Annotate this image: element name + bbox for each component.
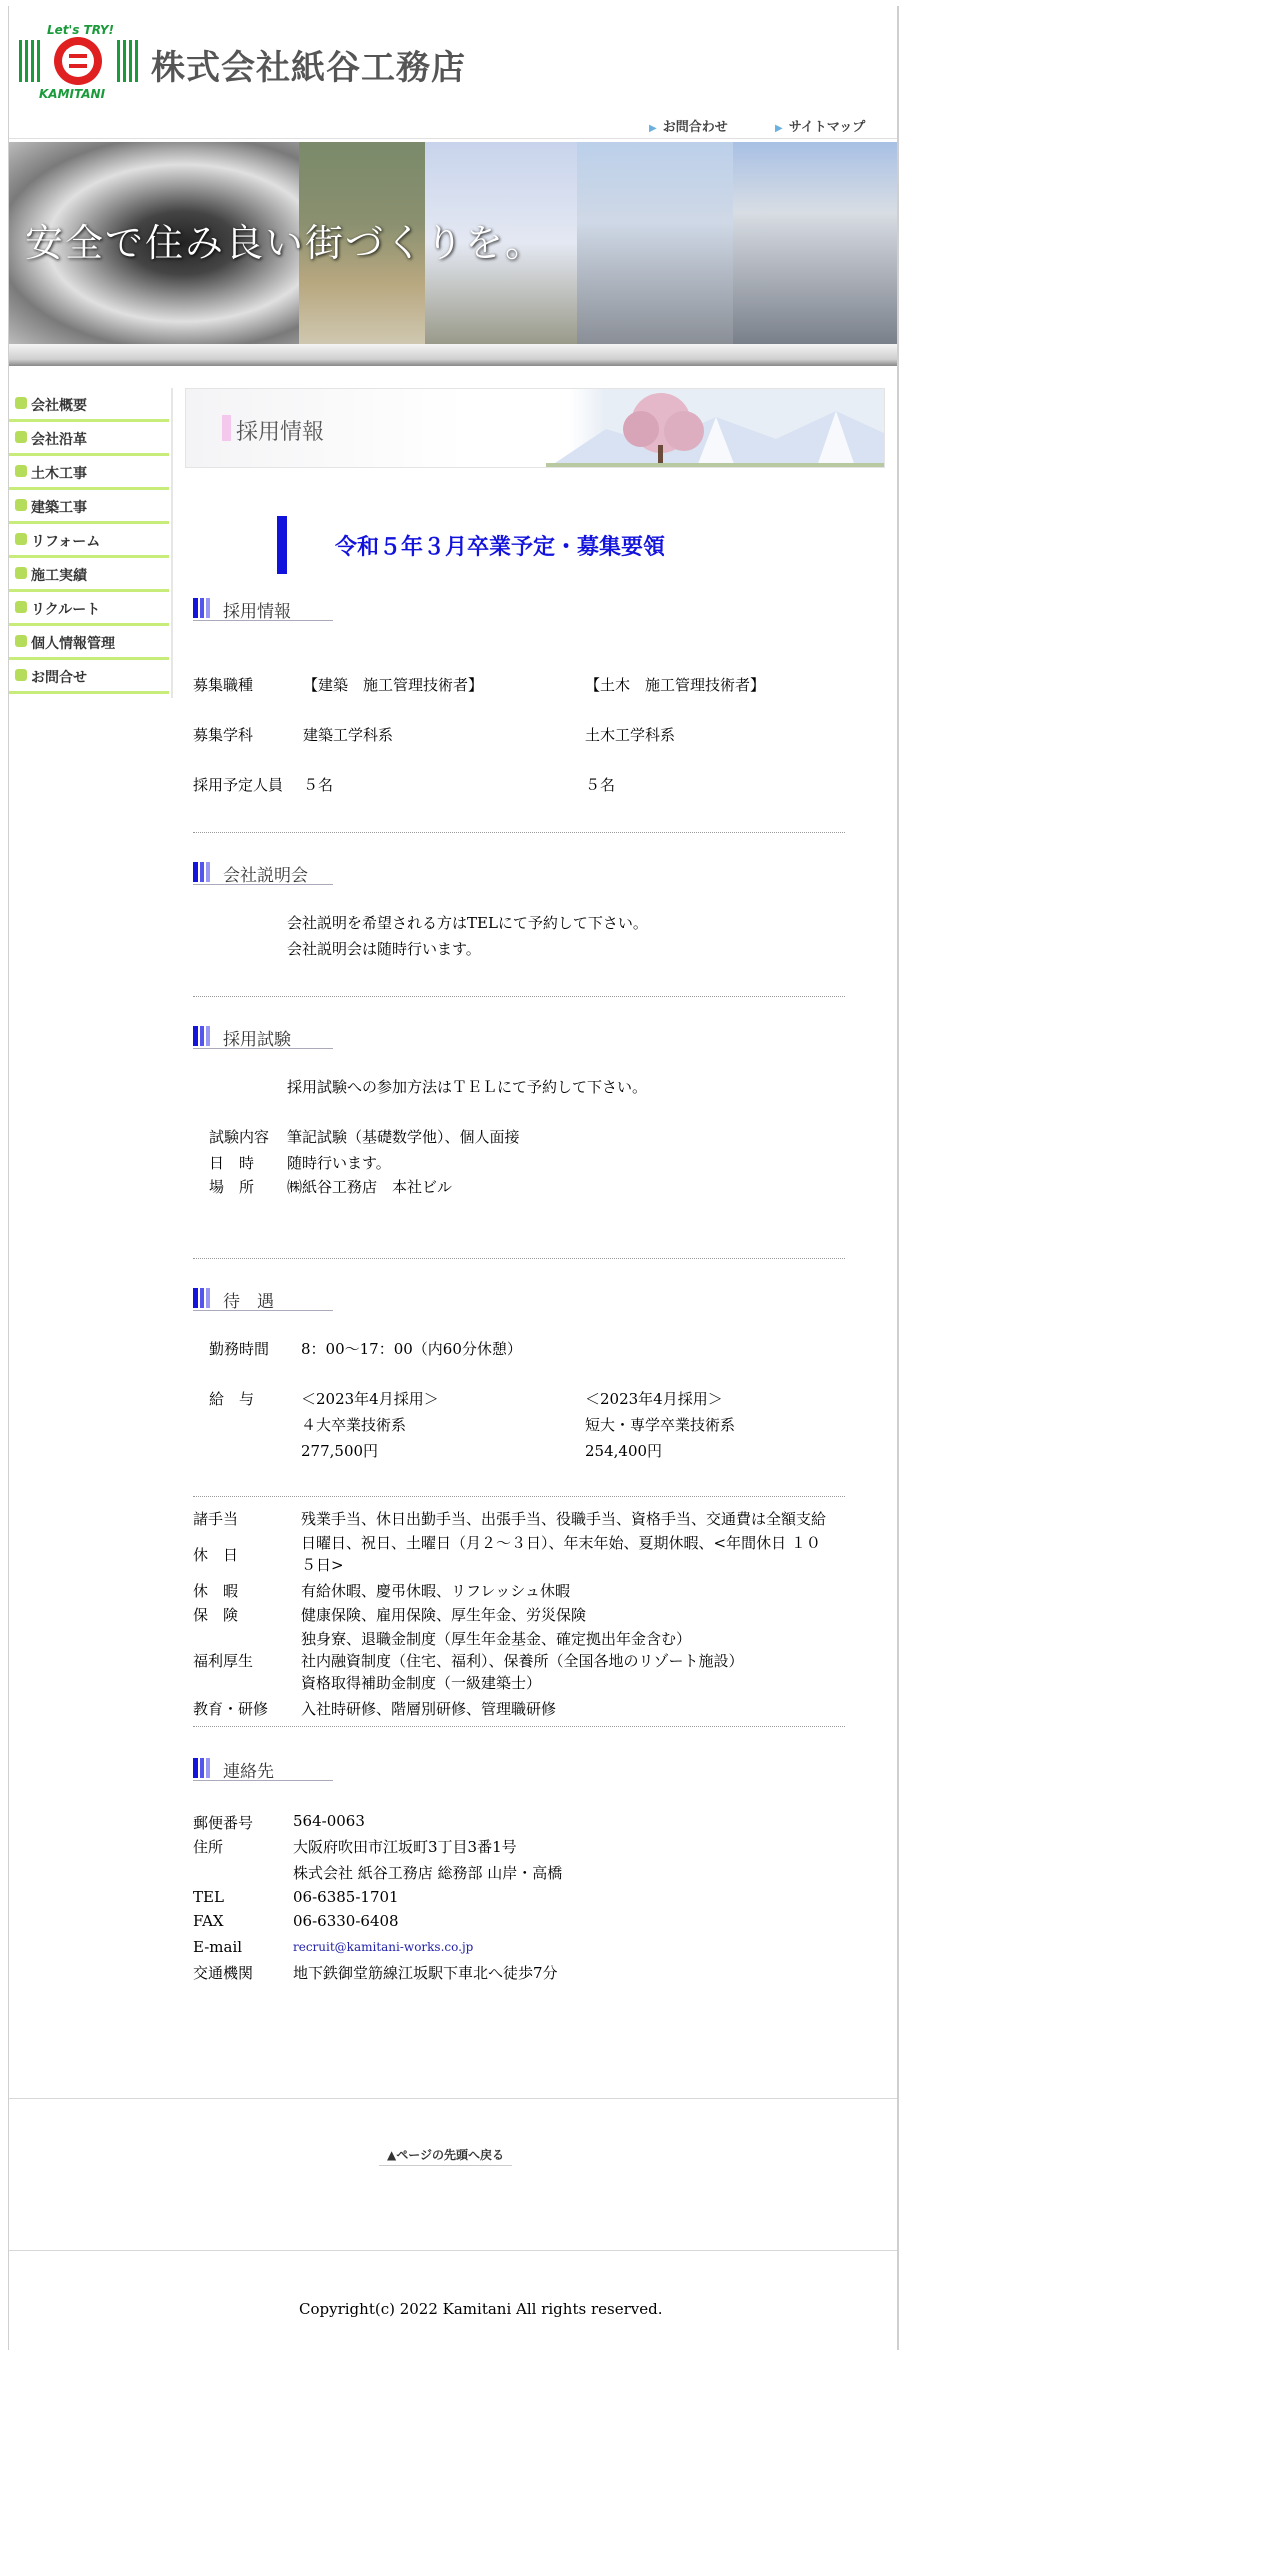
page-frame: [8, 6, 899, 2350]
main-title-marker: [277, 516, 287, 574]
page-title: 採用情報: [236, 420, 325, 445]
salary-b-line: 254,400円: [585, 1442, 663, 1460]
logo-top-text: Let's TRY!: [47, 23, 115, 37]
bullet-icon: [15, 431, 27, 443]
salary-a-line: ＜2023年4月採用＞: [301, 1390, 439, 1408]
back-to-top-link[interactable]: ▲ページの先頭へ戻る: [379, 2146, 512, 2166]
section-divider: [193, 996, 845, 997]
contact-label: 交通機関: [193, 1964, 254, 1982]
heading-marker-icon: [193, 1758, 211, 1778]
header-divider: [9, 138, 897, 139]
recruit-row-value-a: ５名: [303, 776, 334, 794]
benefit-value: 有給休暇、慶弔休暇、リフレッシュ休暇: [301, 1582, 570, 1600]
recruit-row-value-a: 【建築 施工管理技術者】: [303, 676, 484, 694]
sidebar-item-company-overview[interactable]: 会社概要: [9, 388, 169, 422]
section-heading-treatment: 待 遇: [193, 1286, 333, 1311]
page-header: [185, 388, 885, 468]
sidebar-item-works[interactable]: 施工実績: [9, 558, 169, 592]
section-divider: [193, 1258, 845, 1259]
section-divider: [193, 1726, 845, 1727]
recruit-row-label: 採用予定人員: [193, 776, 284, 794]
banner-catchphrase: 安全で住み良い街づくりを。: [25, 221, 546, 265]
company-name: 株式会社紙谷工務店: [151, 48, 466, 88]
apartment-photo: [577, 142, 733, 344]
heading-marker-icon: [193, 862, 211, 882]
recruit-row-value-b: 【土木 施工管理技術者】: [585, 676, 766, 694]
arrow-icon: ▶: [775, 123, 783, 134]
salary-b-line: ＜2023年4月採用＞: [585, 1390, 723, 1408]
section-heading-briefing: 会社説明会: [193, 860, 333, 885]
bullet-icon: [15, 533, 27, 545]
recruit-row-value-b: ５名: [585, 776, 616, 794]
benefit-label: 休 暇: [193, 1582, 239, 1600]
bullet-icon: [15, 669, 27, 681]
sidebar-item-contact[interactable]: お問合せ: [9, 660, 169, 694]
benefit-label: 諸手当: [193, 1510, 239, 1528]
footer-divider: [9, 2250, 897, 2251]
salary-a-line: ４大卒業技術系: [301, 1416, 407, 1434]
office-building-photo: [733, 142, 897, 344]
contact-value: 地下鉄御堂筋線江坂駅下車北へ徒歩7分: [293, 1964, 558, 1982]
main-title: 令和５年３月卒業予定・募集要領: [335, 535, 666, 560]
contact-label: 郵便番号: [193, 1814, 254, 1832]
section-heading-exam: 採用試験: [193, 1024, 333, 1049]
banner-bottom-bar: [9, 344, 897, 366]
benefit-value: 資格取得補助金制度（一級建築士）: [301, 1674, 542, 1692]
bullet-icon: [15, 601, 27, 613]
benefit-value: 独身寮、退職金制度（厚生年金基金、確定拠出年金含む）: [301, 1630, 692, 1648]
benefit-value: 日曜日、祝日、土曜日（月２～３日）、年末年始、夏期休暇、<年間休日 １０: [301, 1534, 821, 1552]
benefit-label: 福利厚生: [193, 1652, 254, 1670]
benefit-value: 健康保険、雇用保険、厚生年金、労災保険: [301, 1606, 587, 1624]
copyright-text: Copyright(c) 2022 Kamitani All rights reserved.: [299, 2300, 663, 2318]
heading-marker-icon: [193, 1026, 211, 1046]
section-heading-contact: 連絡先: [193, 1756, 333, 1781]
footer-divider: [9, 2098, 897, 2099]
salary-label: 給 与: [209, 1390, 255, 1408]
briefing-line: 会社説明会は随時行います。: [287, 940, 481, 958]
benefit-value: 残業手当、休日出勤手当、出張手当、役職手当、資格手当、交通費は全額支給: [301, 1510, 827, 1528]
benefit-label: 教育・研修: [193, 1700, 269, 1718]
cherry-tree-mountain-image: [546, 389, 885, 468]
exam-row-label: 場 所: [209, 1178, 255, 1196]
sidebar-item-construction[interactable]: 建築工事: [9, 490, 169, 524]
sidebar-nav: [9, 388, 173, 698]
company-logo[interactable]: [17, 22, 141, 102]
benefit-value: 社内融資制度（住宅、福利）、保養所（全国各地のリゾート施設）: [301, 1652, 744, 1670]
logo-bottom-text: KAMITANI: [39, 87, 106, 101]
briefing-line: 会社説明を希望される方はTELにて予約して下さい。: [287, 914, 648, 932]
page-header-marker: [222, 415, 231, 441]
benefit-label: 休 日: [193, 1546, 239, 1564]
heading-marker-icon: [193, 1288, 211, 1308]
exam-row-value: 筆記試験（基礎数学他）、個人面接: [287, 1128, 520, 1146]
contact-value: 大阪府吹田市江坂町3丁目3番1号: [293, 1838, 517, 1856]
exam-row-value: 随時行います。: [287, 1154, 391, 1172]
benefit-value: 入社時研修、階層別研修、管理職研修: [301, 1700, 557, 1718]
recruit-row-value-a: 建築工学科系: [303, 726, 394, 744]
recruit-row-value-b: 土木工学科系: [585, 726, 676, 744]
arrow-icon: ▶: [649, 123, 657, 134]
contact-label: 住所: [193, 1838, 224, 1856]
sidebar-item-reform[interactable]: リフォーム: [9, 524, 169, 558]
contact-value: 株式会社 紙谷工務店 総務部 山岸・高橋: [293, 1864, 563, 1882]
hero-banner: [9, 142, 897, 344]
exam-intro: 採用試験への参加方法はＴＥＬにて予約して下さい。: [287, 1078, 648, 1096]
section-heading-recruit: 採用情報: [193, 596, 333, 621]
email-link[interactable]: recruit@kamitani-works.co.jp: [293, 1940, 474, 1954]
hours-value: 8：00～17：00（内60分休憩）: [301, 1340, 522, 1358]
hours-label: 勤務時間: [209, 1340, 270, 1358]
contact-value: 06-6385-1701: [293, 1888, 399, 1906]
contact-value: 564-0063: [293, 1812, 365, 1830]
bullet-icon: [15, 499, 27, 511]
heading-marker-icon: [193, 598, 211, 618]
contact-value: 06-6330-6408: [293, 1912, 399, 1930]
bullet-icon: [15, 635, 27, 647]
recruit-row-label: 募集学科: [193, 726, 254, 744]
benefit-label: 保 険: [193, 1606, 239, 1624]
bullet-icon: [15, 397, 27, 409]
bullet-icon: [15, 567, 27, 579]
salary-b-line: 短大・専学卒業技術系: [585, 1416, 736, 1434]
recruit-row-label: 募集職種: [193, 676, 254, 694]
contact-label: TEL: [193, 1888, 224, 1906]
bullet-icon: [15, 465, 27, 477]
contact-label: FAX: [193, 1912, 224, 1930]
exam-row-value: ㈱紙谷工務店 本社ビル: [287, 1178, 453, 1196]
contact-label: E-mail: [193, 1938, 243, 1956]
sidebar-item-company-history[interactable]: 会社沿革: [9, 422, 169, 456]
benefit-value: ５日>: [301, 1556, 344, 1574]
sitemap-link[interactable]: ▶ サイトマップ: [775, 120, 866, 135]
exam-row-label: 日 時: [209, 1154, 255, 1172]
sidebar-item-civil-engineering[interactable]: 土木工事: [9, 456, 169, 490]
sidebar-item-privacy[interactable]: 個人情報管理: [9, 626, 169, 660]
contact-link[interactable]: ▶ お問合わせ: [649, 120, 728, 135]
section-divider: [193, 1496, 845, 1497]
salary-a-line: 277,500円: [301, 1442, 379, 1460]
section-divider: [193, 832, 845, 833]
sidebar-item-recruit[interactable]: リクルート: [9, 592, 169, 626]
exam-row-label: 試験内容: [209, 1128, 270, 1146]
